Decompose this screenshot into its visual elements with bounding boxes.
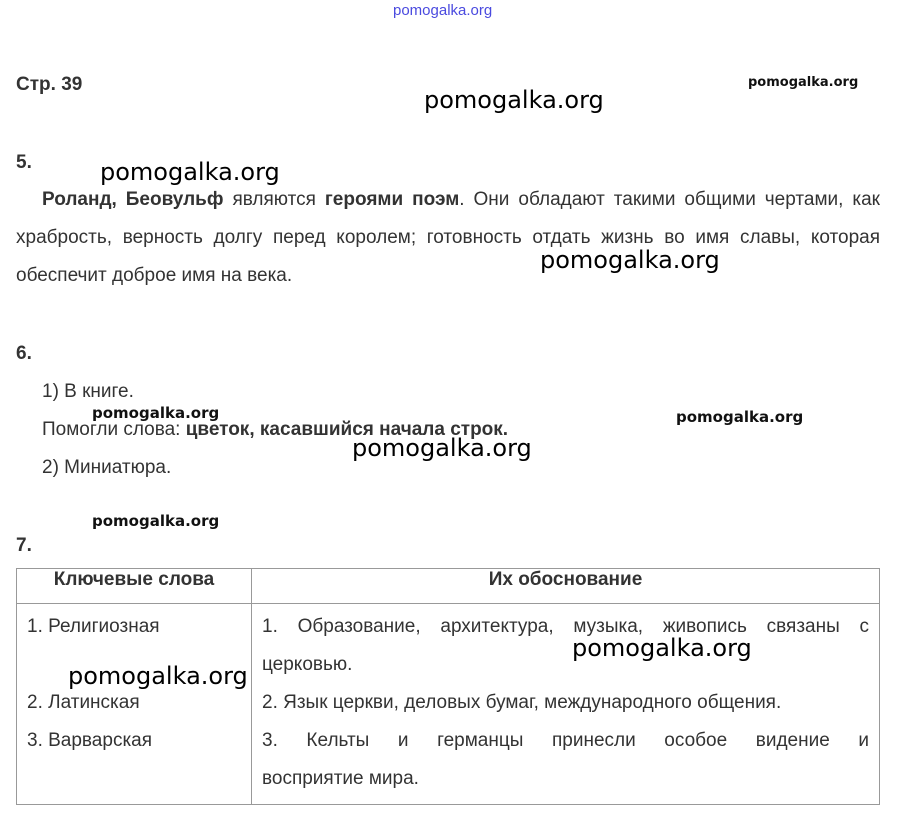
reasoning-line-1: 1. Образование, архитектура, музыка, живопись связаны с xyxy=(262,616,869,637)
reasoning-line-4: 3. Кельты и германцы принесли особое видение и xyxy=(262,730,869,751)
keywords-cell xyxy=(17,604,252,805)
page-label: Стр. 39 xyxy=(16,74,83,95)
watermark-table-right: pomogalka.org xyxy=(572,634,752,662)
watermark-table-left: pomogalka.org xyxy=(68,662,248,690)
reasoning-cell xyxy=(252,604,880,805)
table-header-keywords: Ключевые слова xyxy=(17,569,252,604)
question-5-number: 5. xyxy=(16,152,32,173)
watermark-top: pomogalka.org xyxy=(393,2,493,19)
table-header-row xyxy=(17,569,880,604)
question-5-answer xyxy=(16,181,880,295)
keyword-2: 2. Латинская xyxy=(27,692,140,713)
keyword-spacer xyxy=(17,760,251,798)
q6-line-3: 2) Миниатюра. xyxy=(42,457,172,478)
keyword-1: 1. Религиозная xyxy=(27,616,160,637)
reasoning-line-3: 2. Язык церкви, деловых бумаг, международного общения. xyxy=(262,692,782,713)
q5-text-1: являются xyxy=(223,189,325,210)
reasoning-line-2: церковью. xyxy=(262,654,353,675)
watermark-q7: pomogalka.org xyxy=(92,512,220,530)
question-7-number: 7. xyxy=(16,535,32,556)
watermark-q6-right: pomogalka.org xyxy=(676,408,804,426)
watermark-header-right: pomogalka.org xyxy=(748,75,859,90)
keyword-3: 3. Варварская xyxy=(27,730,153,751)
watermark-q6-left: pomogalka.org xyxy=(92,404,220,422)
q6-line-2-prefix: Помогли слова: xyxy=(42,419,186,440)
q6-line-1: 1) В книге. xyxy=(42,381,134,402)
q6-line-2-bold: цветок, касавшийся начала строк. xyxy=(185,419,509,440)
watermark-header-center: pomogalka.org xyxy=(424,86,604,114)
watermark-q5-para: pomogalka.org xyxy=(540,246,720,274)
q5-bold-poems: героями поэм xyxy=(324,189,460,210)
q5-text-2: . Они обладают такими общими чертами, как храбрость, верность долгу перед королем; готовность отдать жизнь во имя славы, которая обеспечит доброе имя на века. xyxy=(16,189,880,286)
q5-bold-heroes: Роланд, Беовульф xyxy=(42,189,224,210)
watermark-q6-big: pomogalka.org xyxy=(352,434,532,462)
question-6-number: 6. xyxy=(16,343,32,364)
watermark-q5: pomogalka.org xyxy=(100,158,280,186)
reasoning-line-5: восприятие мира. xyxy=(262,768,419,789)
table-header-reasoning: Их обоснование xyxy=(252,569,880,604)
